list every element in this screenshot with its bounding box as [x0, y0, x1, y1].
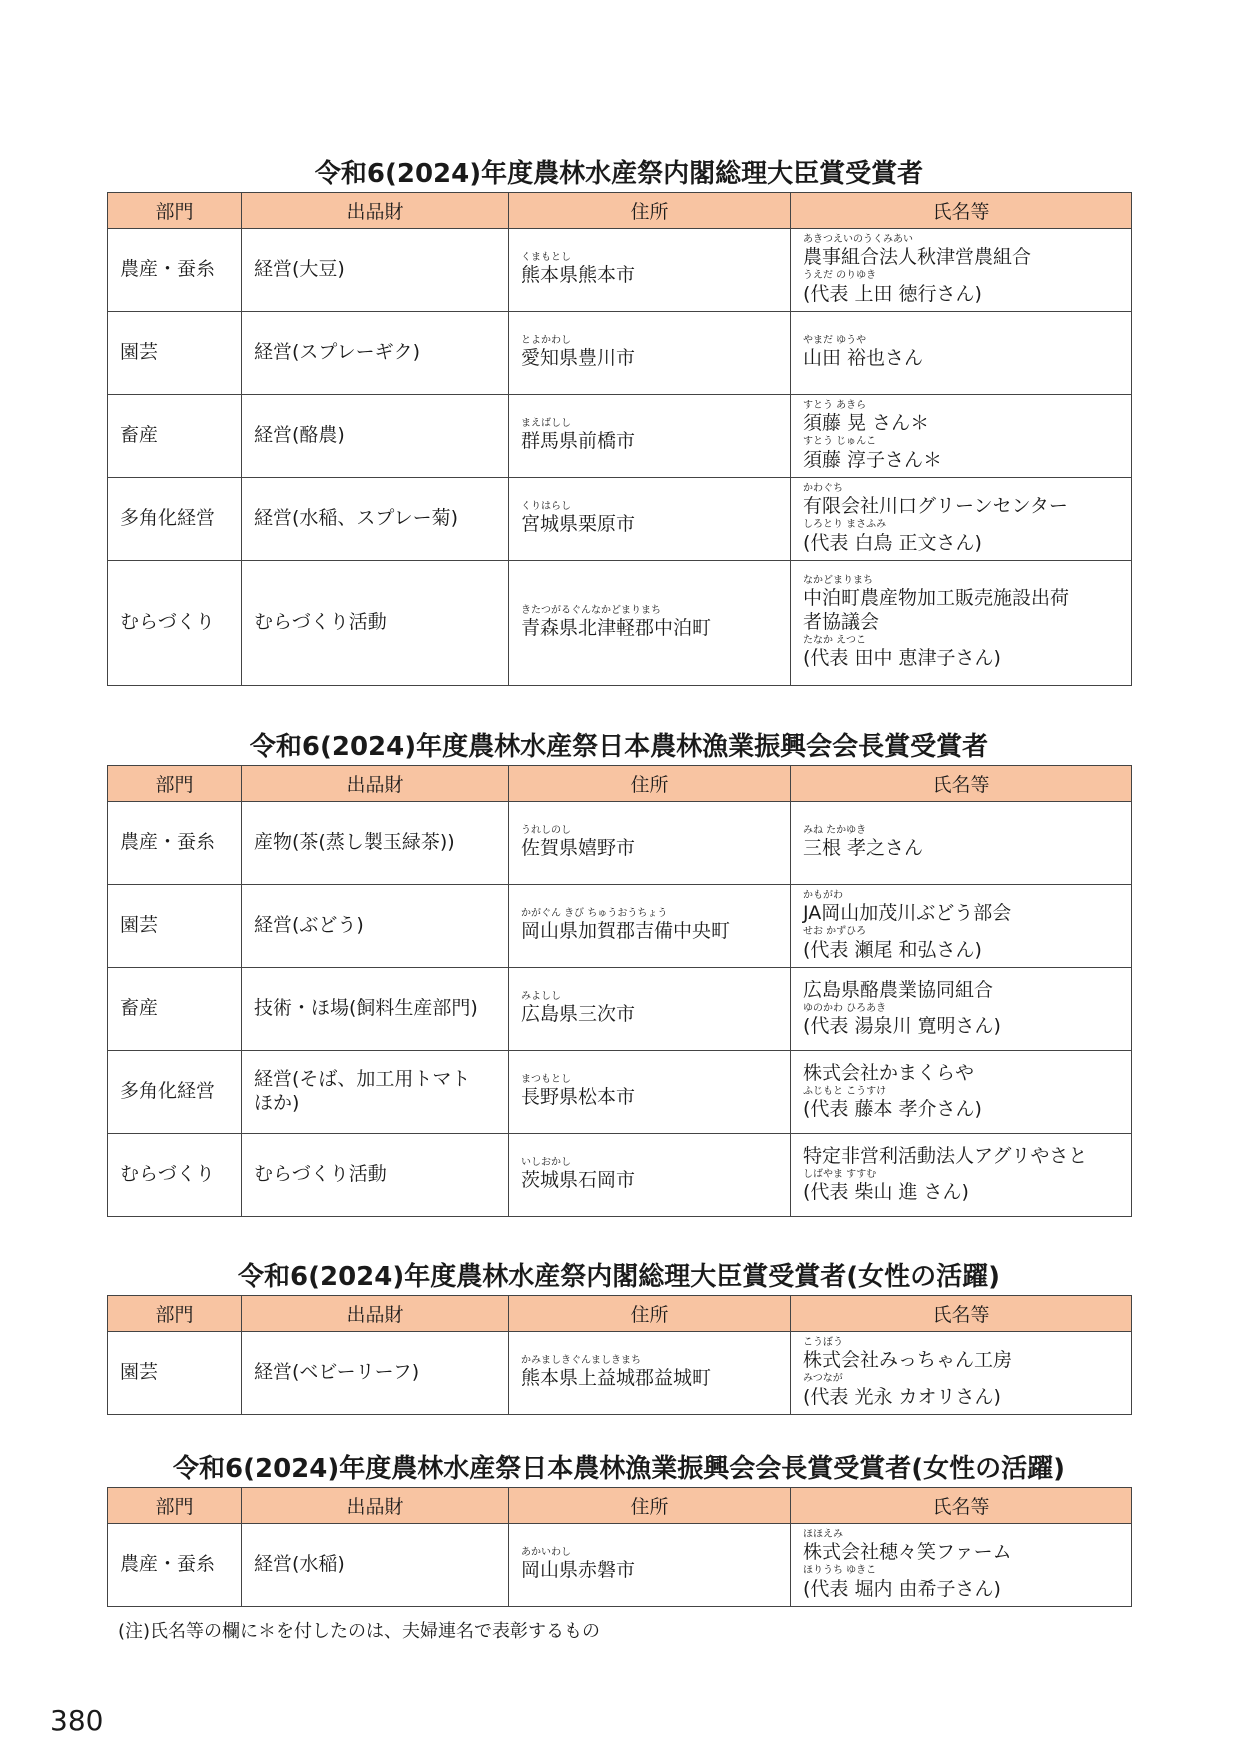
- cell-name: [791, 1524, 1132, 1607]
- furigana: なかどまりまち: [803, 574, 873, 586]
- cell-item: [242, 885, 509, 968]
- name-text: JA岡山加茂川ぶどう部会: [803, 902, 1012, 925]
- dept-text: 園芸: [120, 1361, 159, 1384]
- furigana: あきつえいのうくみあい: [803, 233, 913, 245]
- furigana: みね たかゆき: [803, 824, 867, 836]
- cell-dept: [108, 1051, 242, 1134]
- cell-item: [242, 478, 509, 561]
- cell-dept: [108, 1134, 242, 1217]
- section-pm-award-women: [107, 1259, 1131, 1415]
- furigana: かもがわ: [803, 889, 843, 901]
- item-text: 経営(水稲、スプレー菊): [254, 507, 459, 530]
- furigana: みよしし: [521, 990, 561, 1002]
- cell-name: [791, 395, 1132, 478]
- item-text: むらづくり活動: [254, 611, 387, 634]
- header-item: 出品財: [242, 193, 509, 229]
- cell-dept: [108, 968, 242, 1051]
- item-text: むらづくり活動: [254, 1163, 387, 1186]
- cell-dept: [108, 478, 242, 561]
- dept-text: むらづくり: [120, 1163, 215, 1186]
- address-text: 熊本県上益城郡益城町: [521, 1367, 712, 1390]
- table-row: [108, 1524, 1132, 1607]
- header-dept: 部門: [108, 766, 242, 802]
- dept-text: 園芸: [120, 914, 159, 937]
- dept-text: 多角化経営: [120, 1080, 216, 1103]
- header-item: 出品財: [242, 1488, 509, 1524]
- section-association-award-women: [107, 1451, 1131, 1607]
- furigana: うえだ のりゆき: [803, 270, 877, 281]
- item-text: 産物(茶(蒸し製玉緑茶)): [254, 831, 455, 854]
- name-text: 須藤 淳子さん＊: [803, 448, 943, 471]
- table-row: [108, 968, 1132, 1051]
- address-text: 長野県松本市: [521, 1086, 636, 1109]
- name-text: (代表 瀬尾 和弘さん): [803, 938, 982, 961]
- table-row: [108, 395, 1132, 478]
- cell-name: [791, 802, 1132, 885]
- table-row: [108, 478, 1132, 561]
- dept-text: 畜産: [120, 997, 159, 1020]
- furigana: いしおかし: [521, 1156, 571, 1168]
- cell-address: [509, 1051, 791, 1134]
- table-row: [108, 1134, 1132, 1217]
- name-text: 広島県酪農業協同組合: [803, 979, 994, 1001]
- item-text: 経営(スプレーギク): [254, 341, 421, 364]
- cell-dept: [108, 229, 242, 312]
- section-title: 令和6(2024)年度農林水産祭内閣総理大臣賞受賞者: [314, 159, 924, 189]
- cell-address: [509, 885, 791, 968]
- item-text: ほか): [254, 1092, 300, 1114]
- furigana: しろとり まさふみ: [803, 519, 887, 530]
- furigana: ふじもと こうすけ: [803, 1085, 887, 1097]
- header-address: 住所: [509, 1296, 791, 1332]
- name-text: (代表 光永 カオリさん): [803, 1385, 1001, 1408]
- furigana: とよかわし: [521, 334, 571, 346]
- cell-address: [509, 1332, 791, 1415]
- furigana: やまだ ゆうや: [803, 334, 867, 346]
- name-text: 須藤 晃 さん＊: [803, 412, 930, 435]
- cell-item: [242, 229, 509, 312]
- section-pm-award: [107, 156, 1131, 686]
- cell-item: [242, 395, 509, 478]
- furigana: まつもとし: [521, 1073, 571, 1085]
- table-row: [108, 561, 1132, 686]
- table-header-row: [108, 1488, 1132, 1524]
- cell-address: [509, 1134, 791, 1217]
- header-item: 出品財: [242, 766, 509, 802]
- section-title: 令和6(2024)年度農林水産祭日本農林漁業振興会会長賞受賞者(女性の活躍): [173, 1454, 1065, 1484]
- cell-name: [791, 885, 1132, 968]
- address-text: 岡山県加賀郡吉備中央町: [521, 920, 731, 943]
- address-text: 広島県三次市: [521, 1003, 636, 1026]
- item-text: 経営(ベビーリーフ): [254, 1361, 420, 1384]
- furigana: うれしのし: [521, 824, 571, 836]
- dept-text: 園芸: [120, 341, 159, 364]
- award-table: [107, 192, 1132, 686]
- furigana: すとう じゅんこ: [803, 436, 877, 447]
- cell-dept: [108, 561, 242, 686]
- cell-address: [509, 478, 791, 561]
- header-address: 住所: [509, 193, 791, 229]
- address-text: 熊本県熊本市: [521, 264, 636, 287]
- name-text: (代表 白鳥 正文さん): [803, 531, 982, 554]
- table-row: [108, 885, 1132, 968]
- furigana: すとう あきら: [803, 399, 867, 411]
- header-name: 氏名等: [791, 1488, 1132, 1524]
- cell-dept: [108, 802, 242, 885]
- name-text: 三根 孝之さん: [803, 837, 924, 860]
- item-text: 経営(そば、加工用トマト: [254, 1068, 471, 1091]
- item-text: 経営(酪農): [254, 424, 345, 447]
- cell-address: [509, 968, 791, 1051]
- name-text: 有限会社川口グリーンセンター: [803, 495, 1068, 518]
- cell-item: [242, 1134, 509, 1217]
- name-text: (代表 湯泉川 寛明さん): [803, 1015, 1001, 1038]
- table-row: [108, 1332, 1132, 1415]
- cell-name: [791, 312, 1132, 395]
- name-text: 株式会社かまくらや: [803, 1062, 975, 1084]
- furigana: せお かずひろ: [803, 926, 867, 937]
- item-text: 経営(大豆): [254, 258, 345, 281]
- cell-item: [242, 1051, 509, 1134]
- address-text: 岡山県赤磐市: [521, 1559, 636, 1582]
- cell-name: [791, 1051, 1132, 1134]
- cell-name: [791, 229, 1132, 312]
- address-text: 愛知県豊川市: [521, 347, 636, 370]
- award-table: [107, 765, 1132, 1217]
- award-table: [107, 1295, 1132, 1415]
- furigana: まえばしし: [521, 417, 571, 429]
- table-row: [108, 802, 1132, 885]
- address-text: 群馬県前橋市: [521, 430, 636, 453]
- item-text: 経営(ぶどう): [254, 914, 364, 937]
- table-row: [108, 312, 1132, 395]
- name-text: 株式会社穂々笑ファーム: [803, 1541, 1012, 1564]
- furigana: かみましきぐんましきまち: [521, 1354, 641, 1366]
- cell-item: [242, 802, 509, 885]
- cell-address: [509, 1524, 791, 1607]
- furigana: ほりうち ゆきこ: [803, 1565, 877, 1576]
- header-address: 住所: [509, 1488, 791, 1524]
- furigana: ゆのかわ ひろあき: [803, 1002, 887, 1014]
- award-table: [107, 1487, 1132, 1607]
- cell-name: [791, 1332, 1132, 1415]
- name-text: 株式会社みっちゃん工房: [803, 1349, 1013, 1372]
- name-text: 農事組合法人秋津営農組合: [803, 246, 1032, 269]
- header-dept: 部門: [108, 1488, 242, 1524]
- cell-address: [509, 312, 791, 395]
- footnote: (注)氏名等の欄に＊を付したのは、夫婦連名で表彰するもの: [118, 1621, 601, 1642]
- cell-name: [791, 968, 1132, 1051]
- table-row: [108, 229, 1132, 312]
- name-text: 山田 裕也さん: [803, 347, 924, 370]
- furigana: あかいわし: [521, 1546, 571, 1558]
- furigana: くりはらし: [521, 500, 571, 512]
- cell-name: [791, 561, 1132, 686]
- cell-dept: [108, 885, 242, 968]
- table-row: [108, 1051, 1132, 1134]
- table-header-row: [108, 1296, 1132, 1332]
- address-text: 青森県北津軽郡中泊町: [521, 617, 712, 640]
- furigana: きたつがるぐんなかどまりまち: [521, 604, 661, 616]
- name-text: (代表 田中 恵津子さん): [803, 647, 1001, 670]
- name-text: 中泊町農産物加工販売施設出荷: [803, 587, 1070, 610]
- table-header-row: [108, 766, 1132, 802]
- table-header-row: [108, 193, 1132, 229]
- name-text: (代表 藤本 孝介さん): [803, 1098, 982, 1121]
- name-text: 特定非営利活動法人アグリやさと: [803, 1145, 1088, 1167]
- furigana: かわぐち: [803, 482, 843, 494]
- section-association-award: [107, 729, 1131, 1217]
- cell-item: [242, 312, 509, 395]
- dept-text: 農産・蚕糸: [120, 1553, 216, 1576]
- item-text: 技術・ほ場(飼料生産部門): [254, 997, 478, 1020]
- header-address: 住所: [509, 766, 791, 802]
- cell-address: [509, 802, 791, 885]
- address-text: 宮城県栗原市: [521, 513, 636, 536]
- cell-dept: [108, 395, 242, 478]
- dept-text: むらづくり: [120, 611, 215, 634]
- cell-item: [242, 1332, 509, 1415]
- dept-text: 畜産: [120, 424, 159, 447]
- cell-dept: [108, 312, 242, 395]
- address-text: 佐賀県嬉野市: [521, 837, 636, 860]
- dept-text: 農産・蚕糸: [120, 831, 216, 854]
- furigana: ほほえみ: [803, 1528, 843, 1540]
- name-text: 者協議会: [803, 611, 880, 634]
- header-dept: 部門: [108, 193, 242, 229]
- header-name: 氏名等: [791, 1296, 1132, 1332]
- cell-name: [791, 478, 1132, 561]
- furigana: かがぐん きび ちゅうおうちょう: [521, 907, 668, 919]
- header-name: 氏名等: [791, 766, 1132, 802]
- section-title: 令和6(2024)年度農林水産祭日本農林漁業振興会会長賞受賞者: [249, 732, 989, 762]
- furigana: しばやま すすむ: [803, 1168, 877, 1180]
- cell-dept: [108, 1524, 242, 1607]
- item-text: 経営(水稲): [254, 1553, 345, 1576]
- furigana: みつなが: [803, 1373, 843, 1384]
- name-text: (代表 柴山 進 さん): [803, 1181, 969, 1204]
- furigana: こうぼう: [803, 1336, 843, 1348]
- dept-text: 多角化経営: [120, 507, 216, 530]
- name-text: (代表 上田 徳行さん): [803, 282, 982, 305]
- header-dept: 部門: [108, 1296, 242, 1332]
- name-text: (代表 堀内 由希子さん): [803, 1577, 1001, 1600]
- address-text: 茨城県石岡市: [521, 1169, 636, 1192]
- cell-name: [791, 1134, 1132, 1217]
- header-name: 氏名等: [791, 193, 1132, 229]
- header-item: 出品財: [242, 1296, 509, 1332]
- furigana: くまもとし: [521, 251, 571, 263]
- cell-item: [242, 1524, 509, 1607]
- cell-dept: [108, 1332, 242, 1415]
- furigana: たなか えつこ: [803, 634, 866, 646]
- section-title: 令和6(2024)年度農林水産祭内閣総理大臣賞受賞者(女性の活躍): [238, 1262, 1000, 1292]
- cell-address: [509, 395, 791, 478]
- cell-address: [509, 229, 791, 312]
- dept-text: 農産・蚕糸: [120, 258, 216, 281]
- cell-item: [242, 968, 509, 1051]
- page-number: 380: [50, 1704, 104, 1737]
- cell-address: [509, 561, 791, 686]
- cell-item: [242, 561, 509, 686]
